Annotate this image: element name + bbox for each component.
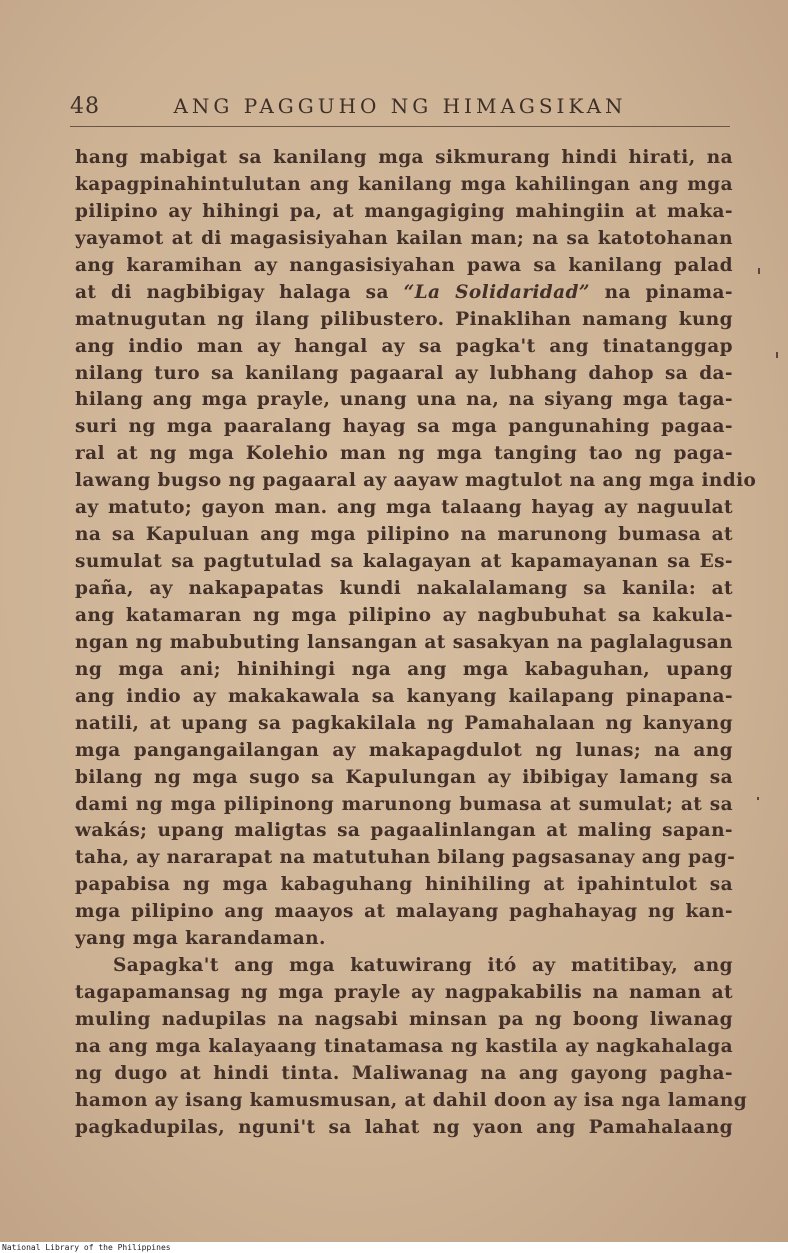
text-line: yayamot at di magasisiyahan kailan man; na sa katotohanan	[75, 227, 733, 249]
text-line: bilang ng mga sugo sa Kapulungan ay ibibigay lamang sa	[75, 766, 733, 788]
text-line: matnugutan ng ilang pilibustero. Pinaklihan namang kung	[75, 308, 733, 330]
text-line: nilang turo sa kanilang pagaaral ay lubhang dahop sa da-	[75, 362, 733, 384]
text-line: ngan ng mabubuting lansangan at sasakyan na paglalagusan	[75, 631, 733, 653]
publication-name: “La Solidaridad”	[403, 281, 590, 303]
text-line: ang katamaran ng mga pilipino ay nagbubuhat sa kakula-	[75, 604, 733, 626]
text-line: kapagpinahintulutan ang kanilang mga kahilingan ang mga	[75, 173, 733, 195]
text-line: pagkadupilas, nguni't sa lahat ng yaon ang Pamahalaang	[75, 1116, 733, 1138]
text-line-start: at di nagbibigay halaga sa	[75, 281, 389, 303]
text-line: sumulat sa pagtutulad sa kalagayan at kapamayanan sa Es-	[75, 551, 733, 573]
text-line: muling nadupilas na nagsabi minsan pa ng boong liwanag	[75, 1009, 733, 1030]
text-line: wakás; upang maligtas sa pagaalinlangan at maling sapan-	[75, 820, 733, 842]
paragraph-start-line: Sapagka't ang mga katuwirang itó ay matitibay, ang	[113, 955, 733, 977]
text-line: ang indio man ay hangal ay sa pagka't ang tinatanggap	[75, 335, 733, 357]
text-line: lawang bugso ng pagaaral ay aayaw magtulot na ang mga indio	[75, 470, 757, 492]
library-credit: National Library of the Philippines	[2, 1243, 171, 1252]
text-line: na sa Kapuluan ang mga pilipino na marunong bumasa at	[75, 524, 733, 546]
text-line: ng mga ani; hinihingi nga ang mga kabaguhan, upang	[75, 658, 733, 680]
margin-speck	[758, 268, 760, 274]
page-number: 48	[70, 94, 100, 119]
text-line: taha, ay nararapat na matutuhan bilang pagsasanay ang pag-	[75, 847, 736, 869]
text-line-end: na pinama-	[604, 281, 733, 303]
text-line: pilipino ay hihingi pa, at mangagiging mahingiin at maka-	[75, 200, 733, 222]
text-line-with-italic	[75, 280, 733, 307]
text-line: suri ng mga paaralang hayag sa mga pangunahing pagaa-	[75, 416, 733, 438]
text-line: ang indio ay makakawala sa kanyang kailapang pinapana-	[75, 685, 733, 707]
text-line: ral at ng mga Kolehio man ng mga tanging tao ng paga-	[75, 443, 733, 465]
text-line: papabisa ng mga kabaguhang hinihiling at ipahintulot sa	[75, 874, 733, 896]
text-line: hamon ay isang kamusmusan, at dahil doon ay isa nga lamang	[75, 1089, 748, 1111]
text-line: hilang ang mga prayle, unang una na, na siyang mga taga-	[75, 389, 733, 411]
text-line: tagapamansag ng mga prayle ay nagpakabilis na naman at	[75, 982, 733, 1004]
text-line: na ang mga kalayaang tinatamasa ng kastila ay nagkahalaga	[75, 1035, 733, 1057]
text-line: dami ng mga pilipinong marunong bumasa at sumulat; at sa	[75, 793, 733, 815]
body-text	[75, 145, 757, 1142]
footer-credit-bar	[0, 1242, 788, 1253]
margin-speck	[757, 797, 759, 800]
text-line: mga pilipino ang maayos at malayang paghahayag ng kan-	[75, 901, 733, 923]
text-line: ay matuto; gayon man. ang mga talaang hayag ay naguulat	[75, 497, 733, 519]
text-line: natili, at upang sa pagkakilala ng Pamahalaan ng kanyang	[75, 712, 733, 734]
text-line: ng dugo at hindi tinta. Maliwanag na ang gayong pagha-	[75, 1062, 733, 1084]
margin-speck	[776, 352, 778, 358]
text-line: hang mabigat sa kanilang mga sikmurang hindi hirati, na	[75, 147, 733, 168]
running-head	[70, 94, 730, 127]
text-line: mga pangangailangan ay makapagdulot ng lunas; na ang	[75, 739, 733, 761]
text-line: ang karamihan ay nangasisiyahan pawa sa kanilang palad	[75, 254, 733, 276]
chapter-title: ANG PAGGUHO NG HIMAGSIKAN	[173, 94, 627, 118]
paragraph-end-line: yang mga karandaman.	[75, 928, 326, 950]
text-line: paña, ay nakapapatas kundi nakalalamang sa kanila: at	[75, 578, 733, 599]
